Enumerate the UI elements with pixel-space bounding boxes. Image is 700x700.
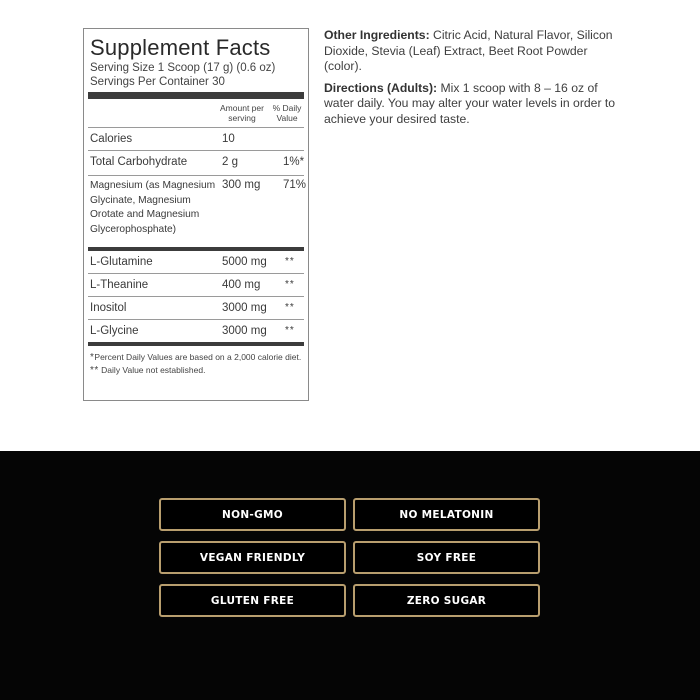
nutrient-dv: ** (285, 302, 295, 313)
nutrient-name: Inositol (90, 302, 127, 314)
footnote-mark: ** (90, 365, 99, 376)
facts-row-magnesium (88, 175, 307, 247)
amount-per-serving-header: Amount per serving (220, 103, 264, 123)
nutrient-name: L-Theanine (90, 279, 149, 291)
other-ingredients-label: Other Ingredients: (324, 28, 430, 42)
nutrient-name: Calories (90, 133, 133, 145)
directions-text: Mix 1 scoop with 8 – 16 oz of water daily. You may alter your water levels in order to achieve your desired taste. (324, 80, 616, 126)
badge-non-gmo: NON-GMO (159, 498, 346, 531)
facts-title: Supplement Facts (90, 35, 271, 60)
footnote-mark: * (90, 352, 95, 363)
nutrient-amount: 2 g (222, 156, 238, 168)
servings-per-container: Servings Per Container 30 (90, 76, 225, 88)
bottom-divider (88, 342, 304, 346)
facts-row-glutamine (88, 251, 304, 273)
nutrient-amount: 400 mg (222, 279, 261, 291)
nutrient-dv: ** (285, 256, 295, 267)
footnote-text: Daily Value not established. (101, 365, 206, 375)
badge-vegan-friendly: VEGAN FRIENDLY (159, 541, 346, 574)
supplement-facts-panel (83, 28, 309, 401)
footnotes (90, 351, 304, 377)
nutrient-dv: 1%* (283, 156, 305, 168)
footnote-dv-not-established (90, 364, 304, 377)
nutrient-amount: 3000 mg (222, 302, 267, 314)
facts-header-row (88, 99, 304, 127)
directions-label: Directions (Adults): (324, 80, 438, 95)
thick-divider (88, 92, 304, 99)
nutrient-amount: 3000 mg (222, 325, 267, 337)
directions (324, 81, 624, 128)
daily-value-header: % Daily Value (272, 103, 302, 123)
footnote-percent-dv (90, 351, 304, 364)
claims-banner (0, 451, 700, 700)
nutrient-name: Total Carbohydrate (90, 156, 188, 168)
badge-no-melatonin: NO MELATONIN (353, 498, 540, 531)
badge-gluten-free: GLUTEN FREE (159, 584, 346, 617)
badge-soy-free: SOY FREE (353, 541, 540, 574)
nutrient-dv: ** (285, 325, 295, 336)
badge-zero-sugar: ZERO SUGAR (353, 584, 540, 617)
nutrient-amount: 5000 mg (222, 256, 267, 268)
nutrient-name: L-Glutamine (90, 256, 153, 268)
nutrient-amount: 10 (222, 133, 235, 145)
nutrient-name: Magnesium (as Magnesium Glycinate, Magnesium Orotate and Magnesium Glycerophosphate) (90, 180, 216, 235)
other-ingredients (324, 28, 624, 75)
facts-row-theanine (88, 273, 304, 296)
product-info-text (324, 28, 624, 133)
nutrient-name: L-Glycine (90, 325, 139, 337)
serving-size: Serving Size 1 Scoop (17 g) (0.6 oz) (90, 62, 276, 74)
facts-row-carbohydrate (88, 150, 304, 175)
nutrient-amount: 300 mg (222, 179, 261, 191)
footnote-text: Percent Daily Values are based on a 2,000 calorie diet. (94, 352, 302, 362)
other-ingredients-text: Citric Acid, Natural Flavor, Silicon Dioxide, Stevia (Leaf) Extract, Beet Root Powder (color). (324, 28, 613, 73)
facts-row-calories (88, 127, 304, 150)
facts-row-glycine (88, 319, 304, 342)
facts-row-inositol (88, 296, 304, 319)
nutrient-dv: 71% (283, 179, 307, 191)
nutrient-dv: ** (285, 279, 295, 290)
